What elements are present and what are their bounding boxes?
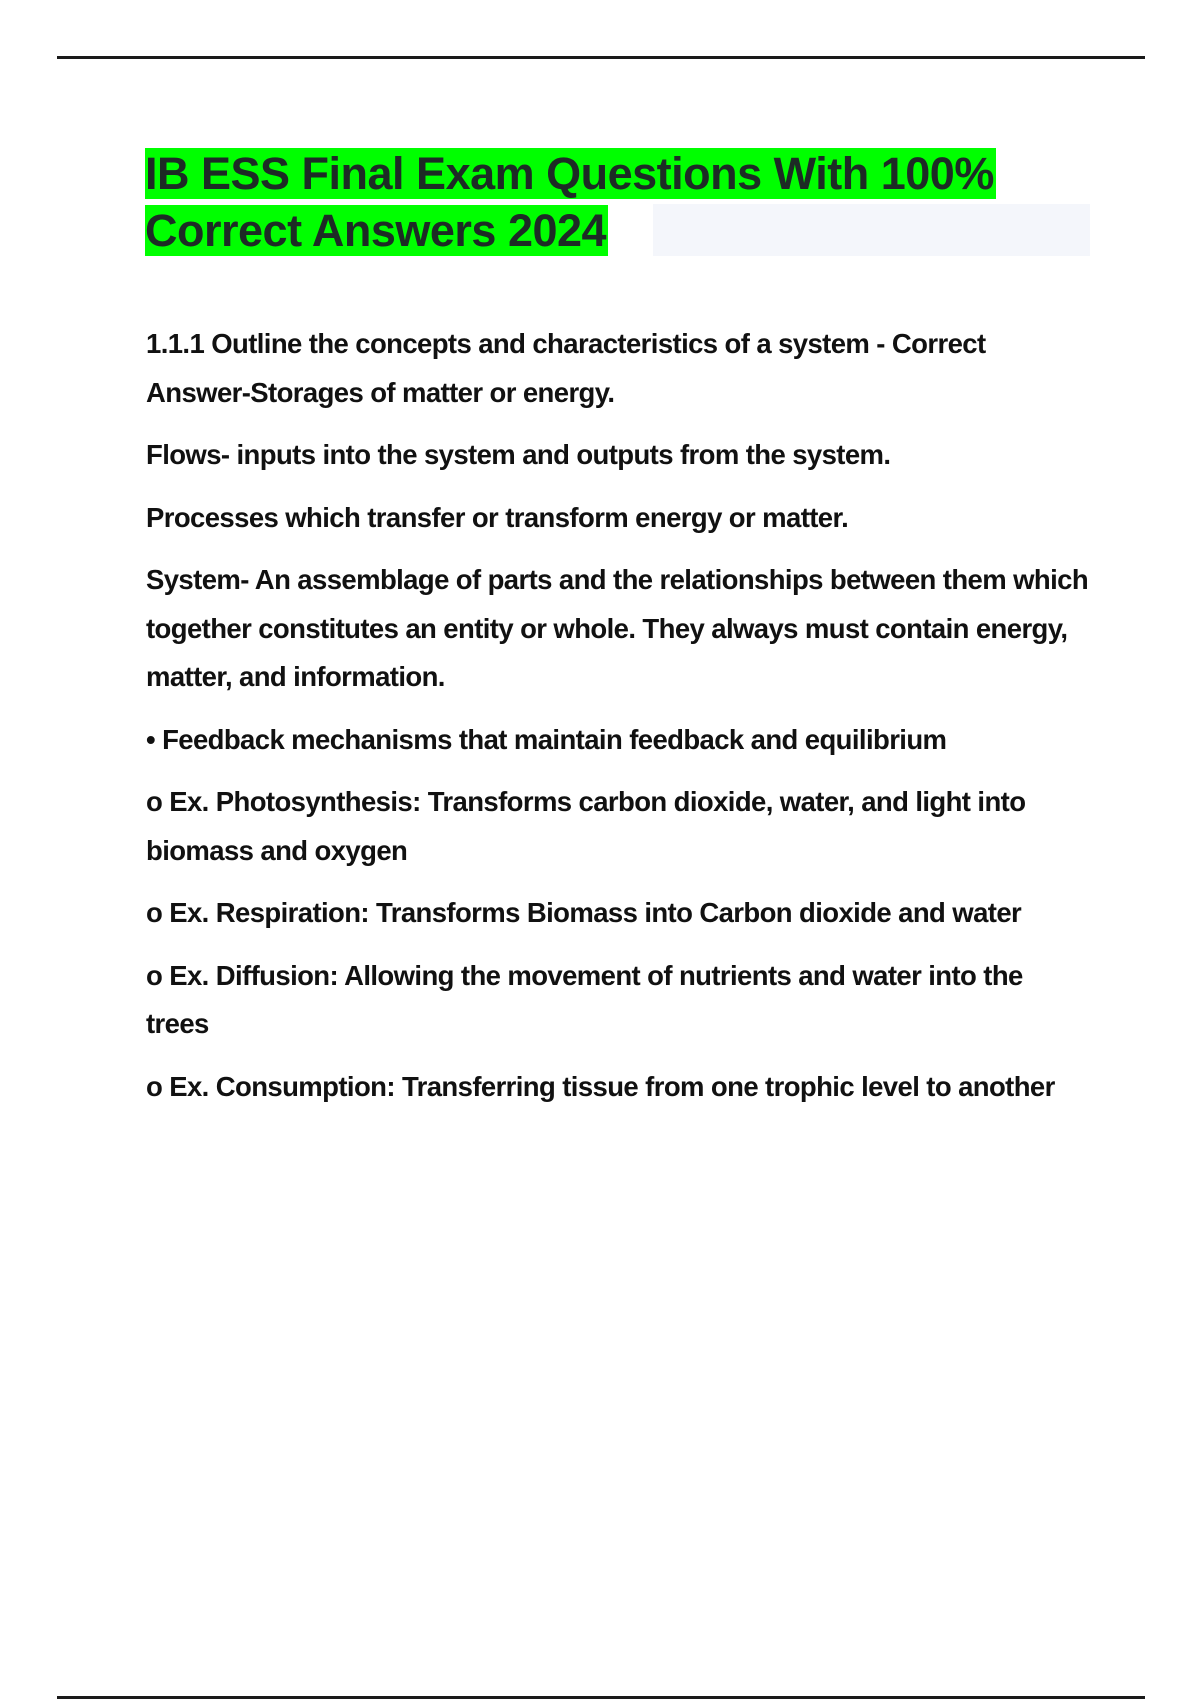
paragraph-question: 1.1.1 Outline the concepts and characteristics of a system - Correct Answer-Storages of matter or energy. [146,328,986,408]
paragraph-flows: Flows- inputs into the system and outputs from the system. [146,439,891,470]
title-block [145,145,1090,259]
sub-bullet-diffusion: o Ex. Diffusion: Allowing the movement of nutrients and water into the trees [146,959,1023,1039]
paragraph-system-definition: System- An assemblage of parts and the relationships between them which together constitutes an entity or whole. They always must contain energy, matter, and information. [146,564,1089,692]
sub-bullet-photosynthesis: o Ex. Photosynthesis: Transforms carbon dioxide, water, and light into biomass and oxygen [146,786,1026,866]
document-body [146,320,1091,1125]
header-rule [57,56,1145,59]
title-highlight: IB ESS Final Exam Questions With 100% Correct Answers 2024 [145,148,994,256]
sub-bullet-respiration: o Ex. Respiration: Transforms Biomass into Carbon dioxide and water [146,897,1022,928]
paragraph-processes: Processes which transfer or transform energy or matter. [146,501,849,533]
bullet-feedback: • Feedback mechanisms that maintain feedback and equilibrium [146,723,947,755]
sub-bullet-consumption: o Ex. Consumption: Transferring tissue from one trophic level to another [146,1070,1055,1102]
document-title [145,145,1090,259]
footer-rule [57,1696,1145,1699]
